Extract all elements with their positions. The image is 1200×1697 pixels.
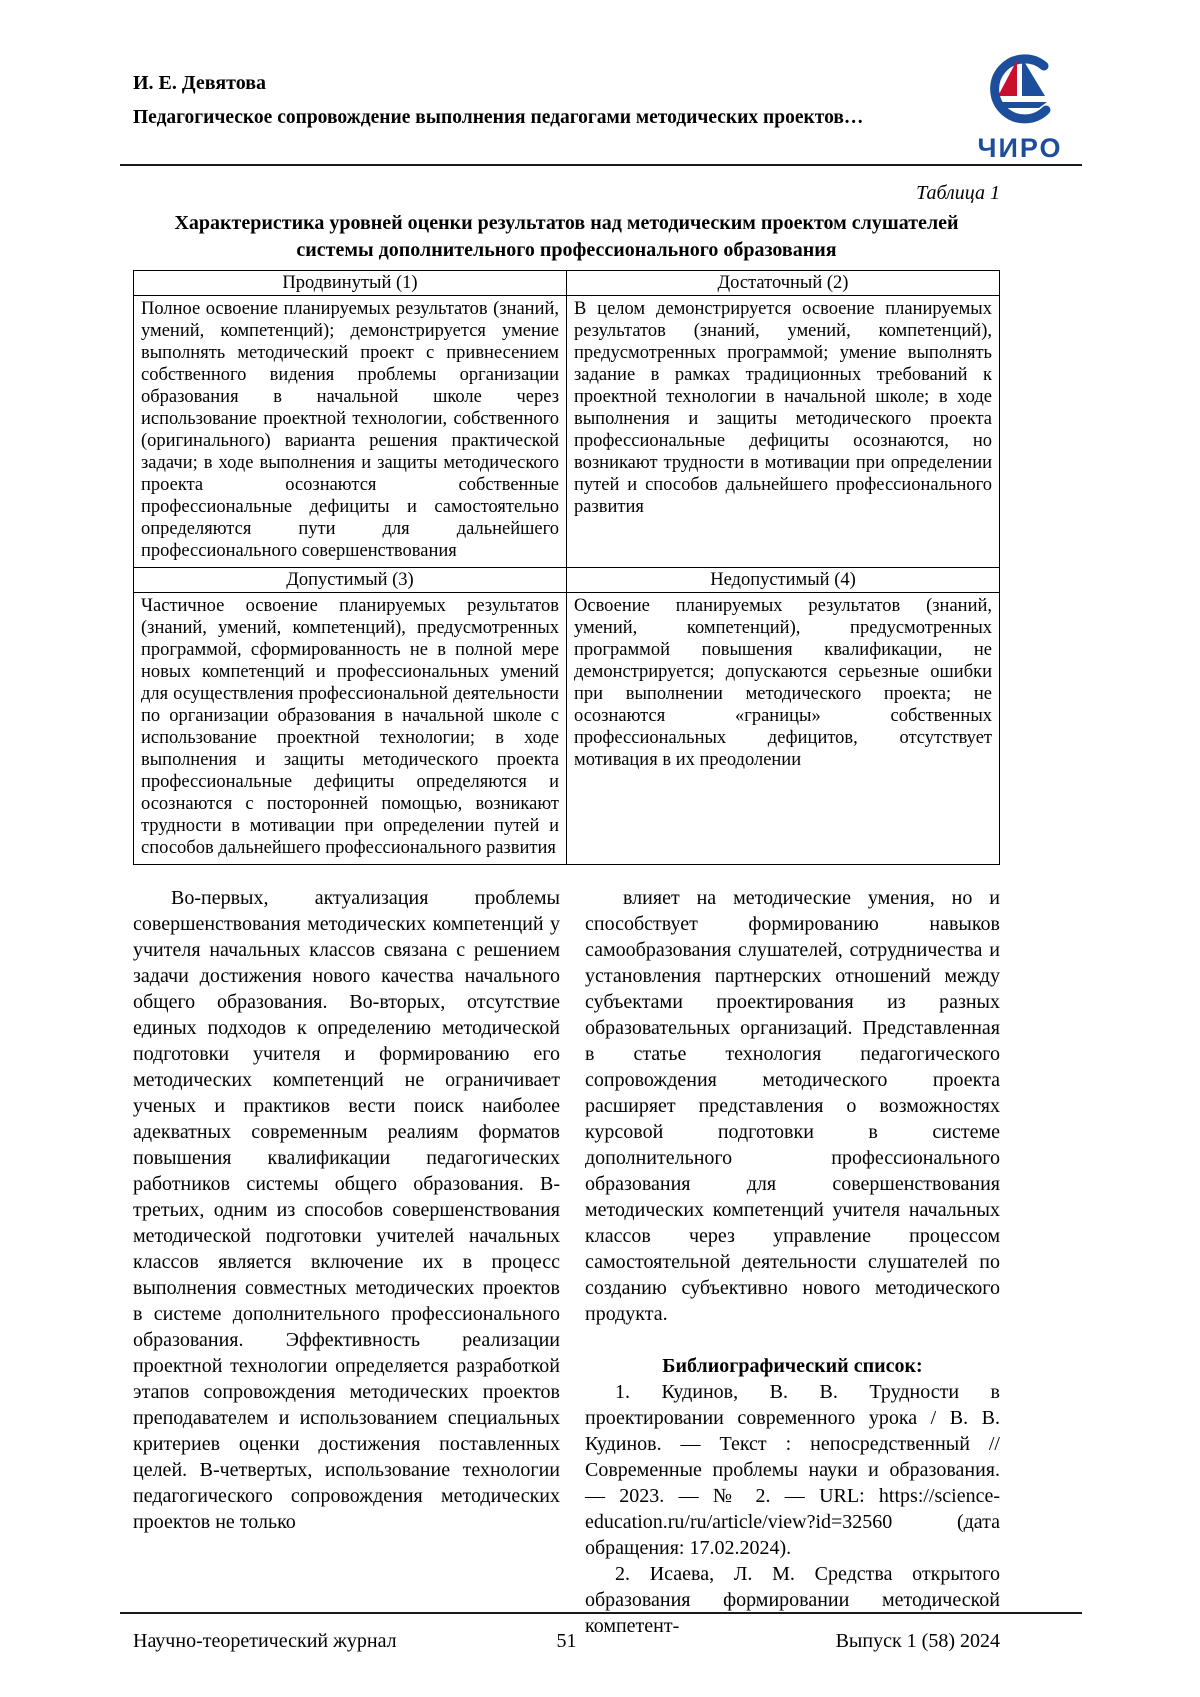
footer-page-number: 51 <box>556 1630 577 1652</box>
level-cell-sufficient: В целом демонстрируется освоение планируемых результатов (знаний, умений, компетенций), предусмотренных программой; умение выполнять задание в рамках традиционных требований к проектной технологии в начальной школе; в ходе выполнения и защиты методического проекта профессиональные дефициты осознаются, но возникают трудности в мотивации при определении путей и способов дальнейшего профессионального развития <box>567 296 1000 568</box>
assessment-levels-table <box>133 270 1000 865</box>
journal-logo <box>960 52 1080 164</box>
bibliography-item-2: 2. Исаева, Л. М. Средства открытого образования формировании методической компетент- <box>585 1563 1000 1637</box>
chiro-logo-icon <box>965 115 1075 132</box>
author-name: И. Е. Девятова <box>133 72 266 94</box>
table-caption: Таблица 1 <box>916 182 1000 204</box>
table-row-headers-2 <box>134 568 1000 593</box>
page-header <box>133 58 1063 163</box>
page-footer <box>133 1630 1000 1653</box>
table-row-content-2 <box>134 593 1000 865</box>
table-row-content-1 <box>134 296 1000 568</box>
body-column-right <box>585 885 1000 1639</box>
running-title: Педагогическое сопровождение выполнения педагогами методических проектов… <box>133 107 864 128</box>
table-title-line2: системы дополнительного профессионального образования <box>296 239 837 261</box>
body-column-left <box>133 885 560 1639</box>
bibliography-heading: Библиографический список: <box>662 1355 923 1377</box>
level-cell-advanced: Полное освоение планируемых результатов (знаний, умений, компетенций); демонстрируется умение выполнять методический проект с привнесением собственного видения проблемы организации образования в начальной школе через использование проектной технологии, собственного (оригинального) варианта решения практической задачи; в ходе выполнения и защиты методического проекта осознаются собственные профессиональные дефициты и самостоятельно определяются пути для дальнейшего профессионального совершенствования <box>134 296 567 568</box>
logo-wordmark: ЧИРО <box>977 133 1063 163</box>
paragraph-right: влияет на методические умения, но и способствует формированию навыков самообразования слушателей, сотрудничества и установления партнерских отношений между субъектами проектирования из разных образовательных организаций. Представленная в статье технология педагогического сопровождения методического проекта расширяет представления о возможностях курсовой подготовки в системе дополнительного профессионального образования для совершенствования методических компетенций учителя начальных классов через управление процессом самостоятельной деятельности слушателей по созданию субъективно нового методического продукта. <box>585 887 1000 1325</box>
article-body <box>133 885 1000 1639</box>
level-header-unacceptable: Недопустимый (4) <box>567 568 1000 593</box>
level-header-advanced: Продвинутый (1) <box>134 271 567 296</box>
bibliography-item-1: 1. Кудинов, В. В. Трудности в проектировании современного урока / В. В. Кудинов. — Текст : непосредственный // Современные проблемы науки и образования. — 2023. — № 2. — URL: https://science-education.ru/ru/article/view?id=32560 (дата обращения: 17.02.2024). <box>585 1381 1000 1559</box>
footer-divider <box>120 1612 1082 1614</box>
level-cell-acceptable: Частичное освоение планируемых результатов (знаний, умений, компетенций), предусмотренных программой, сформированность не в полной мере новых компетенций и профессиональных умений для осуществления профессиональной деятельности по организации образования в начальной школе с использование проектной технологии; в ходе выполнения и защиты методического проекта профессиональные дефициты определяются и осознаются с посторонней помощью, возникают трудности в мотивации при определении путей и способов дальнейшего профессионального развития <box>134 593 567 865</box>
level-header-acceptable: Допустимый (3) <box>134 568 567 593</box>
table-title <box>133 210 1000 264</box>
table-row-headers-1 <box>134 271 1000 296</box>
footer-journal-type: Научно-теоретический журнал <box>133 1630 397 1652</box>
paragraph-left: Во-первых, актуализация проблемы совершенствования методических компетенций у учителя начальных классов связана с решением задачи достижения нового качества начального общего образования. Во-вторых, отсутствие единых подходов к определению методической подготовки учителя и формированию его методических компетенций не ограничивает ученых и практиков вести поиск наиболее адекватных современным реалиям форматов повышения квалификации педагогических работников системы общего образования. В-третьих, одним из способов совершенствования методической подготовки учителей начальных классов является включение их в процесс выполнения совместных методических проектов в системе дополнительного профессионального образования. Эффективность реализации проектной технологии определяется разработкой этапов сопровождения методических проектов преподавателем и использованием специальных критериев оценки достижения поставленных целей. В-четвертых, использование технологии педагогического сопровождения методических проектов не только <box>133 887 560 1533</box>
header-divider <box>120 164 1082 166</box>
level-cell-unacceptable: Освоение планируемых результатов (знаний, умений, компетенций), предусмотренных программой повышения квалификации, не демонстрируется; допускаются серьезные ошибки при выполнении методического проекта; не осознаются «границы» собственных профессиональных дефицитов, отсутствует мотивация в их преодолении <box>567 593 1000 865</box>
table-title-line1: Характеристика уровней оценки результатов над методическим проектом слушателей <box>174 212 959 234</box>
header-text <box>133 58 1000 131</box>
level-header-sufficient: Достаточный (2) <box>567 271 1000 296</box>
footer-issue: Выпуск 1 (58) 2024 <box>835 1630 1000 1652</box>
